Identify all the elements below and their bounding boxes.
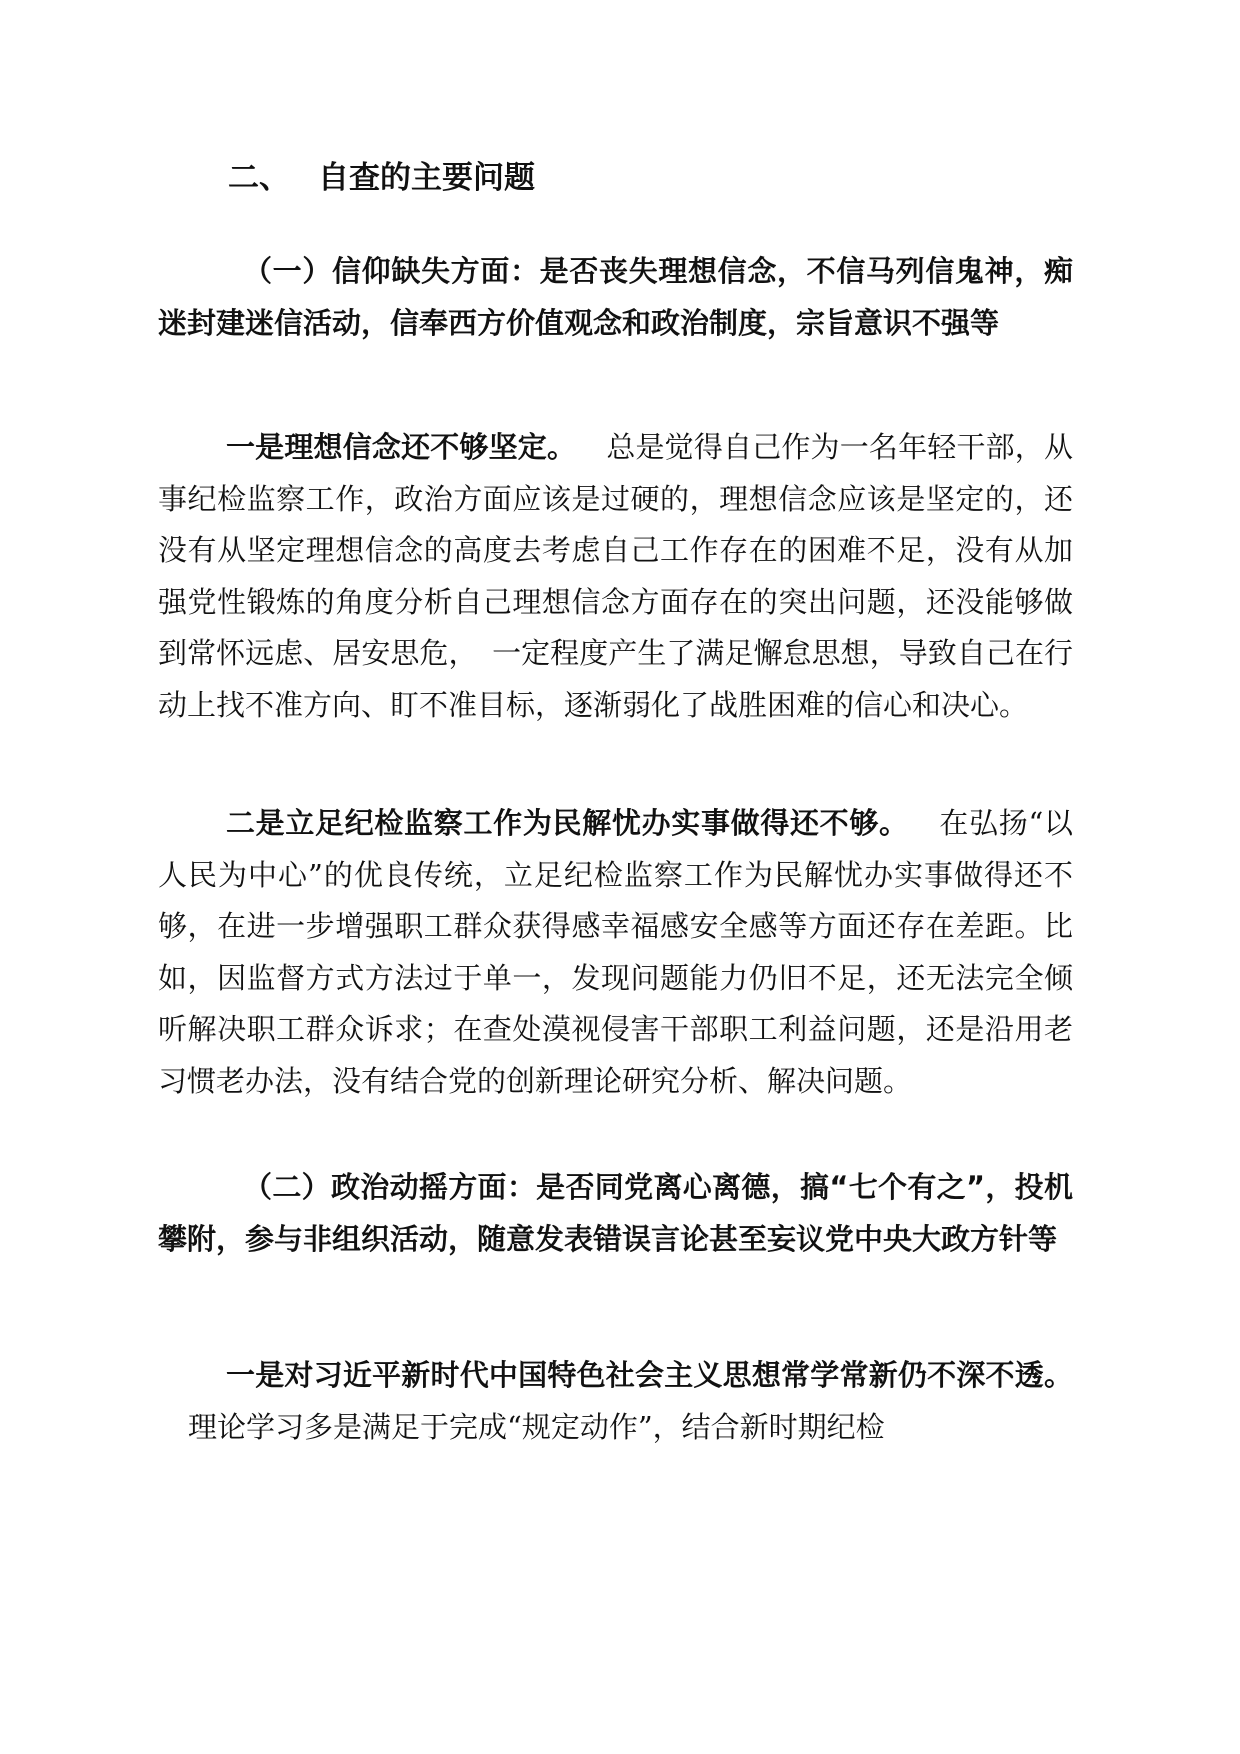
- paragraph-body: 总是觉得自己作为一名年轻干部，从事纪检监察工作，政治方面应该是过硬的，理想信念应该是坚定的，还没有从坚定理想信念的高度去考虑自己工作存在的困难不足，没有从加强党性锻炼的角度分析自己理想信念方面存在的突出问题，还没能够做到常怀远虑、居安思危， 一定程度产生了满足懈怠思想，导致自己在行动上找不准方向、盯不准目标，逐渐弱化了战胜困难的信心和决心。: [158, 430, 1073, 722]
- paragraph-theory-study: [158, 1350, 1073, 1453]
- paragraph-body: 在弘扬“以人民为中心”的优良传统，立足纪检监察工作为民解忧办实事做得还不够，在进一步增强职工群众获得感幸福感安全感等方面还存在差距。比如，因监督方式方法过于单一，发现问题能力仍旧不足，还无法完全倾听解决职工群众诉求；在查处漠视侵害干部职工利益问题，还是沿用老习惯老办法，没有结合党的创新理论研究分析、解决问题。: [158, 806, 1073, 1098]
- subsection-title-2: （二）政治动摇方面：是否同党离心离德，搞“七个有之”，投机攀附，参与非组织活动，随意发表错误言论甚至妄议党中央大政方针等: [158, 1170, 1073, 1256]
- section-heading: [228, 158, 535, 198]
- paragraph-lead: 一是对习近平新时代中国特色社会主义思想常学常新仍不深不透。: [226, 1358, 1073, 1392]
- heading-number: 二、: [228, 160, 290, 196]
- paragraph-service: [158, 798, 1073, 1107]
- paragraph-body: 理论学习多是满足于完成“规定动作”，结合新时期纪检: [188, 1409, 885, 1444]
- paragraph-lead: 二是立足纪检监察工作为民解忧办实事做得还不够。: [226, 806, 909, 840]
- heading-text: 自查的主要问题: [318, 160, 535, 196]
- paragraph-lead: 一是理想信念还不够坚定。: [226, 430, 577, 464]
- subsection-title-1: （一）信仰缺失方面：是否丧失理想信念，不信马列信鬼神，痴迷封建迷信活动，信奉西方价值观念和政治制度，宗旨意识不强等: [158, 254, 1073, 340]
- paragraph-ideals: [158, 422, 1073, 731]
